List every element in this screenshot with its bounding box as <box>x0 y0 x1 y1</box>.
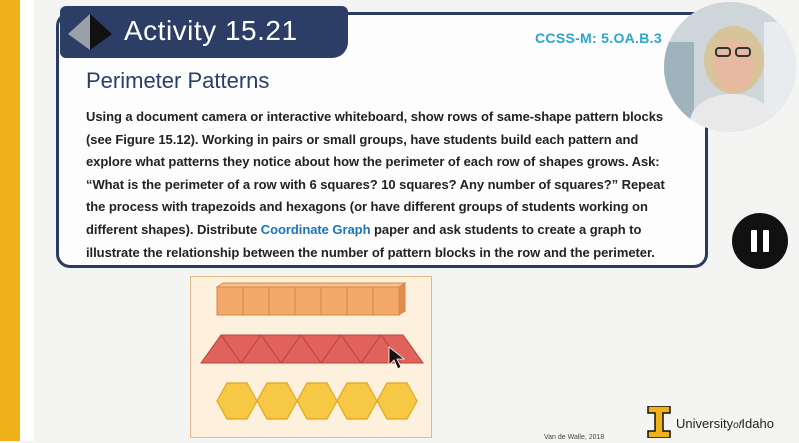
idaho-i-icon <box>646 406 674 438</box>
description-text-end: paper and ask students to create a graph to illustrate the relationship between the number of pattern blocks in the row and the perimeter. <box>86 221 655 260</box>
pattern-blocks-figure <box>190 276 432 438</box>
activity-description <box>86 106 672 264</box>
pattern-blocks-image <box>191 277 431 437</box>
pause-button[interactable] <box>732 213 788 269</box>
left-accent-stripe <box>0 0 20 441</box>
hexagon-row <box>217 383 417 419</box>
presenter-video <box>664 2 796 132</box>
activity-tab <box>60 6 348 58</box>
university-of: of <box>733 420 742 431</box>
figure-credit: Van de Walle, 2018 <box>544 434 605 441</box>
left-accent-edge <box>20 0 34 441</box>
presenter-image <box>664 2 796 132</box>
university-suffix: Idaho <box>741 416 774 431</box>
standard-code: CCSS-M: 5.OA.B.3 <box>535 30 662 46</box>
pyramid-icon <box>64 12 116 52</box>
square-row <box>217 283 405 315</box>
activity-title: Activity 15.21 <box>124 15 298 46</box>
activity-subtitle: Perimeter Patterns <box>86 68 270 93</box>
pause-icon <box>748 230 772 252</box>
coordinate-graph-link[interactable]: Coordinate Graph <box>260 221 371 237</box>
university-prefix: University <box>676 416 734 431</box>
university-name <box>676 416 774 431</box>
description-text: Using a document camera or interactive whiteboard, show rows of same-shape pattern blocks (see Figure 15.12). Working in pairs or small groups, have students build each pattern and explore what patterns they notice about how the perimeter of each row of shapes grows. Ask: “What is the perimeter of a row with 6 squares? 10 squares? Any number of squares?” Repeat the process with trapezoids and hexagons (or have different groups of students working on different shapes). Distribute <box>86 109 665 237</box>
